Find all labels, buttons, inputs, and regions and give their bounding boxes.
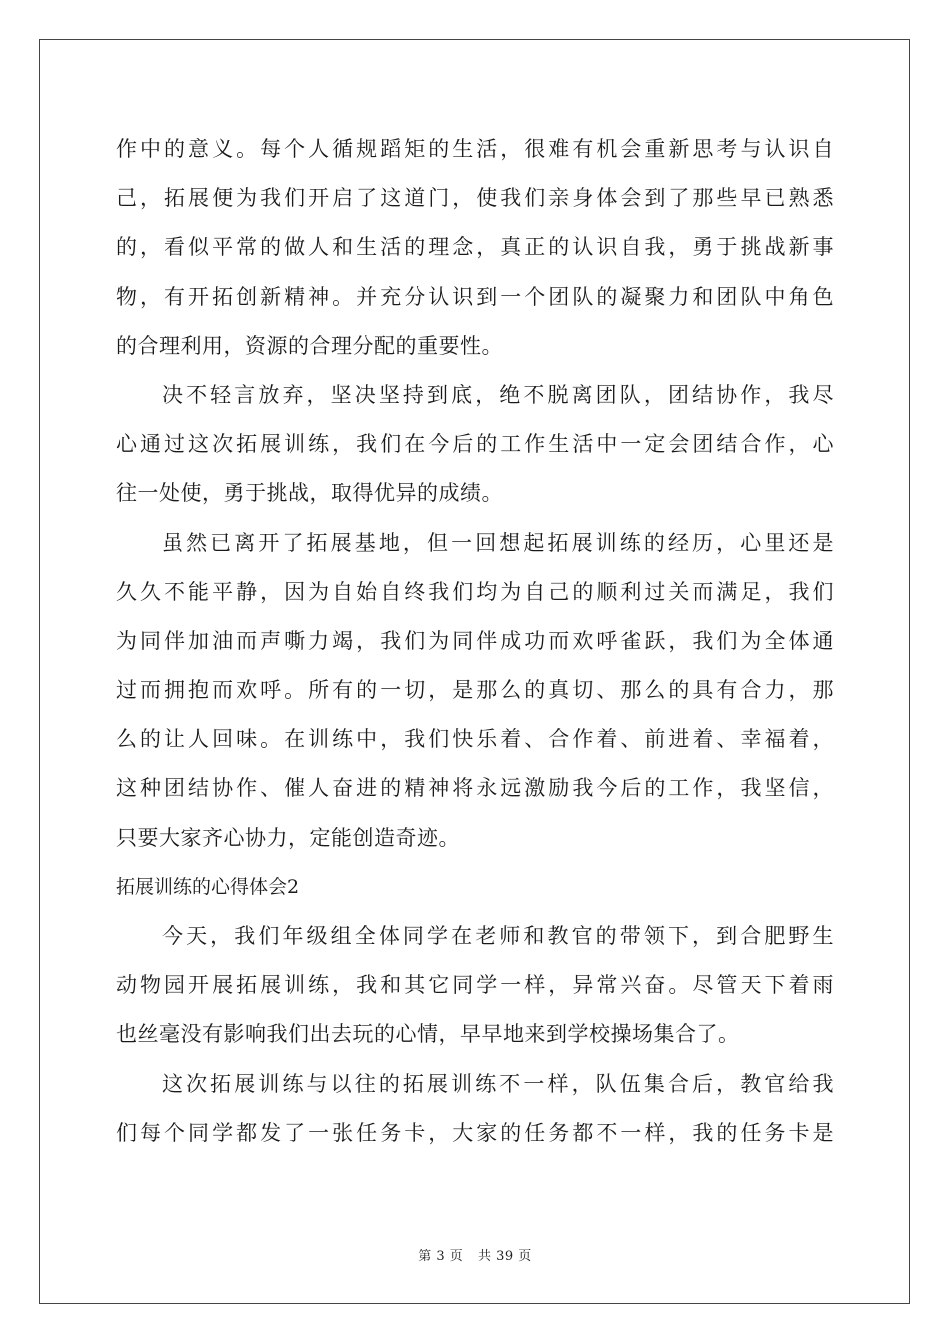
text-line: 物，有开拓创新精神。并充分认识到一个团队的凝聚力和团队中角色 [116, 284, 834, 309]
paragraph [116, 912, 834, 1060]
page-footer [0, 1245, 950, 1264]
text-line: 往一处使，勇于挑战，取得优异的成绩。 [116, 481, 503, 506]
section-heading: 拓展训练的心得体会2 [116, 875, 300, 898]
text-line: 作中的意义。每个人循规蹈矩的生活，很难有机会重新思考与认识自 [116, 137, 834, 161]
text-line: 久久不能平静，因为自始自终我们均为自己的顺利过关而满足，我们 [116, 579, 834, 604]
text-line: 的合理利用，资源的合理分配的重要性。 [116, 333, 503, 358]
text-line: 也丝毫没有影响我们出去玩的心情，早早地来到学校操场集合了。 [116, 1022, 740, 1047]
text-line: 心通过这次拓展训练，我们在今后的工作生活中一定会团结合作，心 [116, 432, 834, 457]
document-body [116, 125, 834, 1158]
text-line: 决不轻言放弃，坚决坚持到底，绝不脱离团队，团结协作，我尽 [162, 382, 834, 407]
text-line: 的，看似平常的做人和生活的理念，真正的认识自我，勇于挑战新事 [116, 235, 834, 260]
text-line: 虽然已离开了拓展基地，但一回想起拓展训练的经历，心里还是 [162, 530, 834, 555]
text-line: 这次拓展训练与以往的拓展训练不一样，队伍集合后，教官给我 [162, 1071, 834, 1096]
text-line: 动物园开展拓展训练，我和其它同学一样，异常兴奋。尽管天下着雨 [116, 973, 834, 998]
text-line: 只要大家齐心协力，定能创造奇迹。 [116, 825, 460, 850]
text-line: 过而拥抱而欢呼。所有的一切，是那么的真切、那么的具有合力，那 [116, 678, 834, 703]
text-line: 么的让人回味。在训练中，我们快乐着、合作着、前进着、幸福着， [116, 727, 834, 752]
paragraph [116, 519, 834, 863]
page-total: 共 39 页 [477, 1249, 532, 1264]
paragraph [116, 125, 834, 371]
paragraph [116, 371, 834, 519]
text-line: 己，拓展便为我们开启了这道门，使我们亲身体会到了那些早已熟悉 [116, 186, 834, 211]
text-line: 为同伴加油而声嘶力竭，我们为同伴成功而欢呼雀跃，我们为全体通 [116, 628, 834, 653]
text-line: 们每个同学都发了一张任务卡，大家的任务都不一样，我的任务卡是 [116, 1120, 834, 1145]
page-number: 第 3 页 [418, 1249, 464, 1264]
text-line: 这种团结协作、催人奋进的精神将永远激励我今后的工作，我坚信， [116, 776, 834, 801]
text-line: 今天，我们年级组全体同学在老师和教官的带领下，到合肥野生 [162, 924, 834, 948]
paragraph [116, 1060, 834, 1158]
